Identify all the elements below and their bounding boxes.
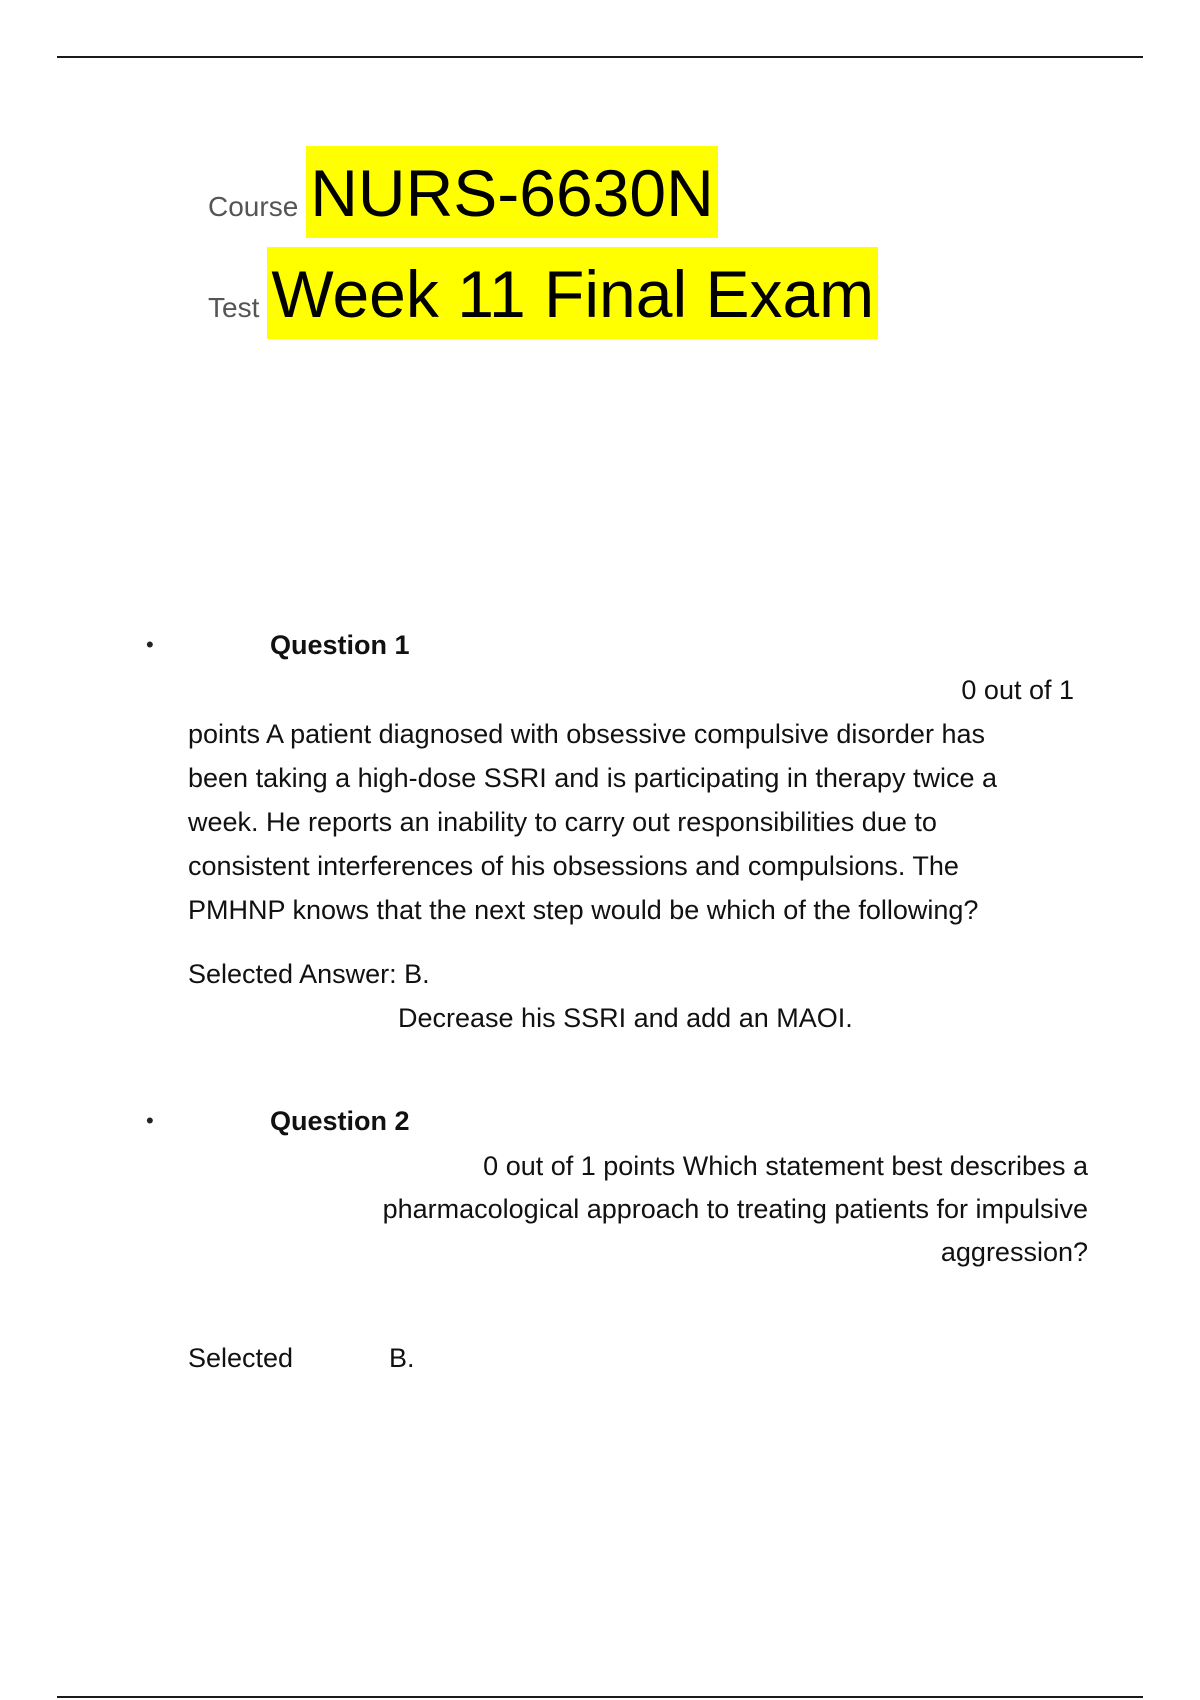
test-title: Week 11 Final Exam bbox=[267, 247, 878, 339]
question-1-selected-answer: Decrease his SSRI and add an MAOI. bbox=[398, 1003, 853, 1033]
question-2-bullet: • bbox=[146, 1108, 154, 1133]
course-code: NURS-6630N bbox=[306, 146, 717, 238]
question-2-text-line: 0 out of 1 points Which statement best describes a bbox=[483, 1151, 1088, 1181]
question-1-text-line: PMHNP knows that the next step would be which of the following? bbox=[188, 895, 979, 925]
question-1-text-line: week. He reports an inability to carry out responsibilities due to bbox=[188, 807, 937, 837]
question-1-text-line: been taking a high-dose SSRI and is participating in therapy twice a bbox=[188, 763, 997, 793]
question-1-text-line: points A patient diagnosed with obsessive compulsive disorder has bbox=[188, 719, 985, 749]
top-rule bbox=[57, 56, 1143, 58]
question-1-text-line: consistent interferences of his obsessions and compulsions. The bbox=[188, 851, 959, 881]
test-label: Test bbox=[208, 292, 260, 323]
course-row bbox=[208, 146, 718, 238]
question-2-selected-label: Selected bbox=[188, 1343, 294, 1373]
question-2-title: Question 2 bbox=[270, 1106, 410, 1136]
bottom-rule bbox=[57, 1696, 1143, 1698]
question-2-text-line: pharmacological approach to treating patients for impulsive bbox=[382, 1194, 1088, 1224]
question-1-selected-label: Selected Answer: B. bbox=[188, 959, 430, 989]
course-label: Course bbox=[208, 191, 299, 222]
question-2-selected-answer: B. bbox=[389, 1343, 415, 1373]
question-1-score: 0 out of 1 bbox=[961, 675, 1074, 705]
question-1-bullet: • bbox=[146, 632, 154, 657]
test-row bbox=[208, 247, 878, 339]
question-1-title: Question 1 bbox=[270, 630, 410, 660]
question-2-text-line: aggression? bbox=[940, 1237, 1088, 1267]
